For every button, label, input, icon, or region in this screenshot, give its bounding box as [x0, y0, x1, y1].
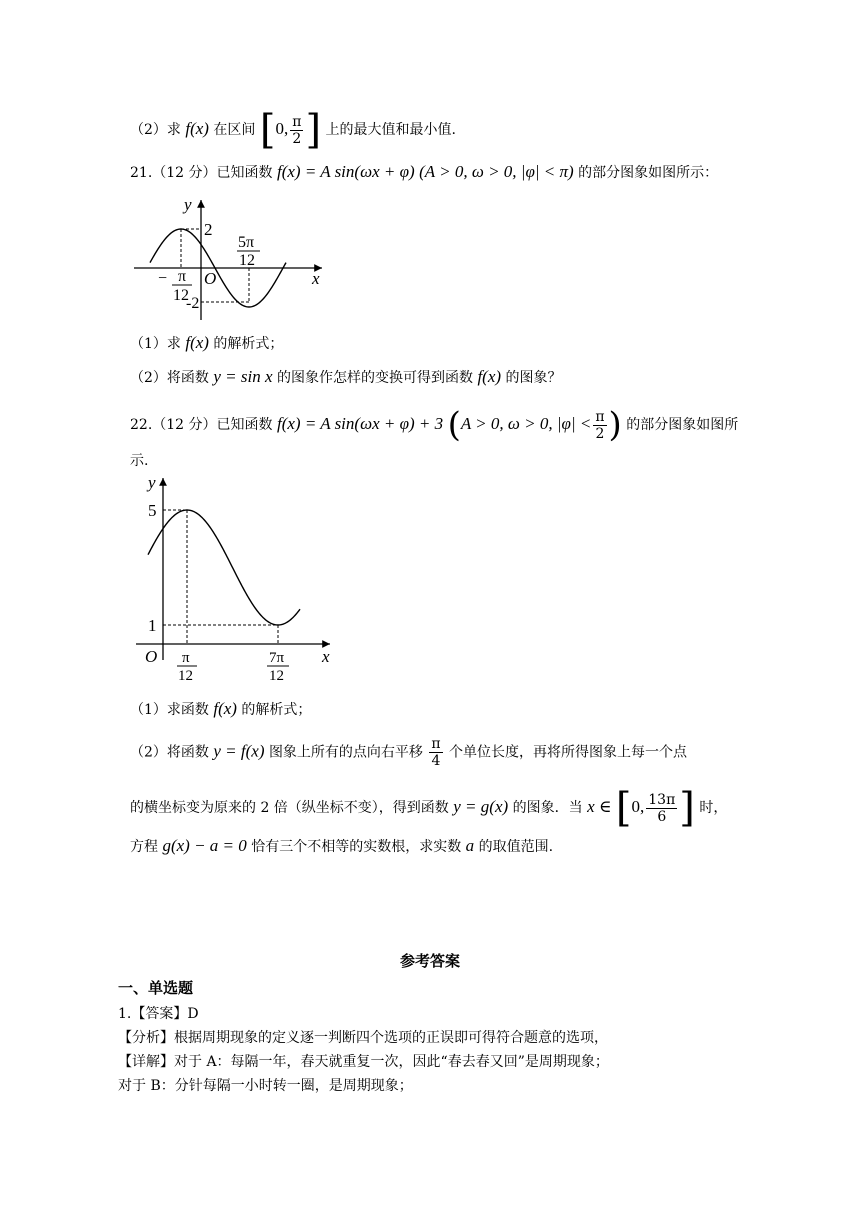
q22-part2-c: 个单位长度，再将所得图象上每一个点	[449, 744, 688, 761]
q21-graph	[130, 192, 340, 324]
q20-part2-line: （2）求 f(x) 在区间 [0, $\frac{\pi}{2}$ ] 上的最大值和最小值.	[130, 107, 456, 153]
q21-tick-right-num: 5π	[238, 234, 255, 251]
q21-x-label: x	[312, 269, 320, 288]
q21-stem-suffix: 的部分图象如图所示：	[578, 165, 719, 181]
q22-equation: g(x) − a = 0	[162, 836, 247, 855]
q22-part2-line2-c: 时，	[699, 800, 728, 816]
q22-formula: f(x) = A sin(ωx + φ) + 3	[276, 414, 444, 433]
q21-tick-right-den: 12	[239, 252, 255, 269]
q20-part2-suffix: 上的最大值和最小值.	[325, 122, 456, 138]
q22-graph	[130, 470, 340, 684]
q22-tick1-num: π	[182, 650, 190, 666]
q21-tick-left-den: 12	[173, 287, 189, 304]
q20-part2-mid: 在区间	[213, 122, 256, 138]
q22-part2-line2-b: 的图象．当	[512, 800, 583, 816]
q22-x-label: x	[322, 647, 330, 666]
q22-part2-line3	[130, 836, 553, 856]
q22-sine-curve	[148, 510, 300, 625]
q22-x-in: x ∈	[587, 797, 612, 816]
q22-max-label: 5	[148, 501, 157, 520]
q22-y-label: y	[148, 473, 156, 492]
q22-stem-wrap: 示.	[130, 453, 149, 469]
q21-condition: (A > 0, ω > 0, |φ| < π)	[419, 162, 574, 181]
answer-analysis: 【分析】根据周期现象的定义逐一判断四个选项的正误即可得符合题意的选项，	[118, 1030, 608, 1046]
q21-y-label: y	[184, 195, 192, 214]
answers-section-heading: 一、单选题	[118, 979, 194, 997]
answers-title: 参考答案	[399, 952, 460, 970]
q21-part2-prefix: （2）将函数	[130, 370, 209, 386]
q22-min-label: 1	[148, 616, 157, 635]
q22-part2-line2-a: 的横坐标变为原来的 2 倍（纵坐标不变），得到函数	[130, 800, 449, 816]
q21-formula: f(x) = A sin(ωx + φ)	[276, 162, 415, 181]
q22-stem-suffix: 的部分图象如图所	[626, 417, 739, 433]
q22-part1-func: f(x)	[213, 699, 237, 718]
q21-part2-func: y = sin x	[213, 367, 273, 386]
q21-part2	[130, 367, 561, 387]
q21-part2-mid: 的图象作怎样的变换可得到函数	[276, 370, 473, 386]
answer-option-b: 对于 B：分针每隔一小时转一圈，是周期现象；	[118, 1078, 413, 1094]
q20-part2-func: f(x)	[185, 119, 209, 138]
q21-part1-prefix: （1）求	[130, 336, 181, 352]
q22-part2-func: y = f(x)	[213, 741, 265, 761]
q22-part2-line2: 的横坐标变为原来的 2 倍（纵坐标不变），得到函数 y = g(x) 的图象．当 x ∈ [0, $\frac{13\pi}{6}$ ] 时，	[130, 785, 728, 831]
q22-stem-prefix: 22.（12 分）已知函数	[130, 417, 273, 433]
q22-shift-fraction: $\frac{\pi}{4}$	[431, 736, 441, 769]
q22-var-a: a	[465, 836, 475, 855]
answer-detail: 【详解】对于 A：每隔一年，春天就重复一次，因此“春去春又回”是周期现象；	[118, 1054, 609, 1070]
q22-condition: A > 0, ω > 0, |φ| <	[460, 414, 592, 433]
q22-part2-a: （2）将函数	[130, 744, 209, 761]
q21-part1-func: f(x)	[185, 333, 209, 352]
q21-part2-suffix: 的图象？	[505, 370, 562, 386]
q22-tick1-den: 12	[178, 668, 193, 684]
q22-interval-fraction: $\frac{13\pi}{6}$	[648, 791, 676, 825]
q20-interval-fraction: $\frac{\pi}{2}$	[292, 113, 302, 147]
q21-tick-left-num: π	[178, 268, 187, 285]
q22-part1	[130, 699, 311, 719]
q22-tick2-num: 7π	[269, 650, 285, 666]
q22-origin-label: O	[145, 647, 158, 666]
q21-origin-label: O	[204, 269, 217, 288]
q21-min-label: -2	[186, 295, 200, 312]
q21-part2-func2: f(x)	[477, 367, 502, 386]
q22-part2-line3-c: 的取值范围.	[478, 839, 554, 855]
q22-cond-fraction: $\frac{\pi}{2}$	[595, 408, 605, 442]
q22-part2-b: 图象上所有的点向右平移	[268, 744, 423, 761]
answer-item-1: 1.【答案】D	[118, 1006, 199, 1022]
q22-interval-left: 0,	[631, 797, 645, 816]
q22-part2-line3-b: 恰有三个不相等的实数根，求实数	[251, 839, 462, 855]
q22-part2-line3-a: 方程	[130, 839, 158, 855]
q21-stem	[130, 162, 718, 182]
q21-max-label: 2	[204, 220, 213, 239]
q22-stem: 22.（12 分）已知函数 f(x) = A sin(ωx + φ) + 3 (A > 0, ω > 0, |φ| < $\frac{\pi}{2}$ ) 的部分图象如图所	[130, 405, 739, 445]
q22-part1-suffix: 的解析式；	[241, 702, 312, 718]
q22-part2-line1	[130, 736, 687, 769]
q22-part1-prefix: （1）求函数	[130, 702, 209, 718]
q21-part1	[130, 333, 283, 353]
q21-tick-left-sign: −	[158, 270, 168, 287]
q21-part1-suffix: 的解析式；	[213, 336, 284, 352]
q22-part2-func-g: y = g(x)	[453, 797, 509, 816]
q20-part2-prefix: （2）求	[130, 122, 181, 138]
q21-stem-prefix: 21.（12 分）已知函数	[130, 165, 273, 181]
q22-tick2-den: 12	[269, 668, 284, 684]
q20-interval-left: 0,	[275, 119, 289, 138]
